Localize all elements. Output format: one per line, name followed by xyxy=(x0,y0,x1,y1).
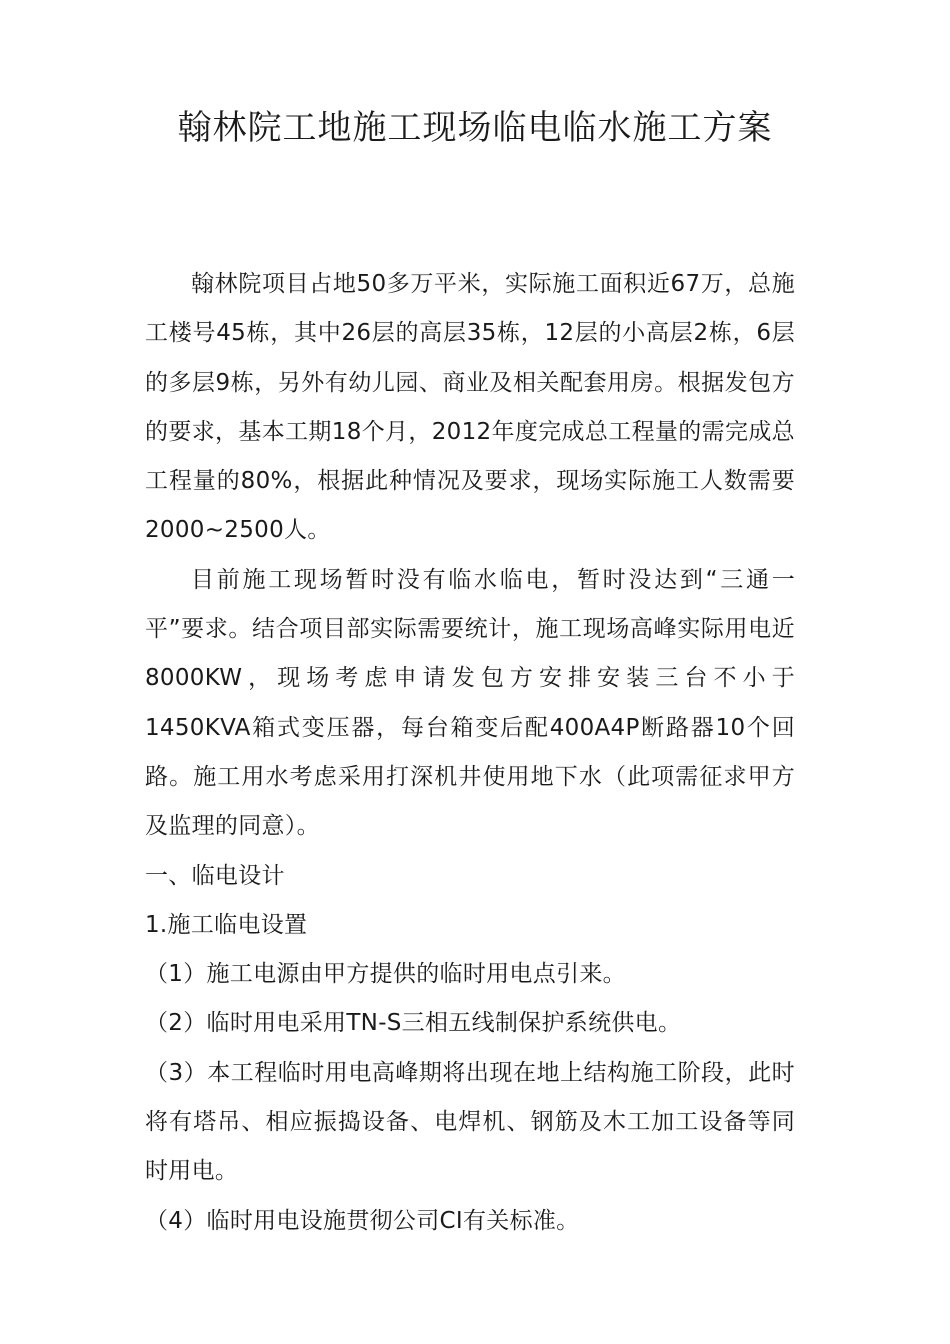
list-item: （4）临时用电设施贯彻公司CI有关标准。 xyxy=(145,1207,580,1234)
list-item: （3）本工程临时用电高峰期将出现在地上结构施工阶段，此时将有塔吊、相应振捣设备、电焊机、钢筋及木工加工设备等同时用电。 xyxy=(145,1059,795,1185)
subsection-heading: 1.施工临电设置 xyxy=(145,911,308,938)
status-paragraph: 目前施工现场暂时没有临水临电，暂时没达到“三通一平”要求。结合项目部实际需要统计，施工现场高峰实际用电近8000KW，现场考虑申请发包方安排安装三台不小于 1450KVA箱式变压器，每台箱变后配400A4P断路器10个回路。施工用水考虑采用打深机井使用地下水（此项需征求甲方及监理的同意）。 xyxy=(145,566,795,840)
intro-paragraph: 翰林院项目占地50多万平米，实际施工面积近67万，总施工楼号45栋，其中26层的高层35栋，12层的小高层2栋，6层的多层9栋，另外有幼儿园、商业及相关配套用房。根据发包方的要求，基本工期18个月，2012年度完成总工程量的需完成总工程量的80%，根据此种情况及要求，现场实际施工人数需要2000~2500人。 xyxy=(145,271,795,544)
section-heading: 一、临电设计 xyxy=(145,862,285,889)
document-title: 翰林院工地施工现场临电临水施工方案 xyxy=(177,108,773,148)
list-item: （1）施工电源由甲方提供的临时用电点引来。 xyxy=(145,961,626,988)
list-item: （2）临时用电采用TN-S三相五线制保护系统供电。 xyxy=(145,1010,682,1037)
document-body xyxy=(145,260,795,1246)
